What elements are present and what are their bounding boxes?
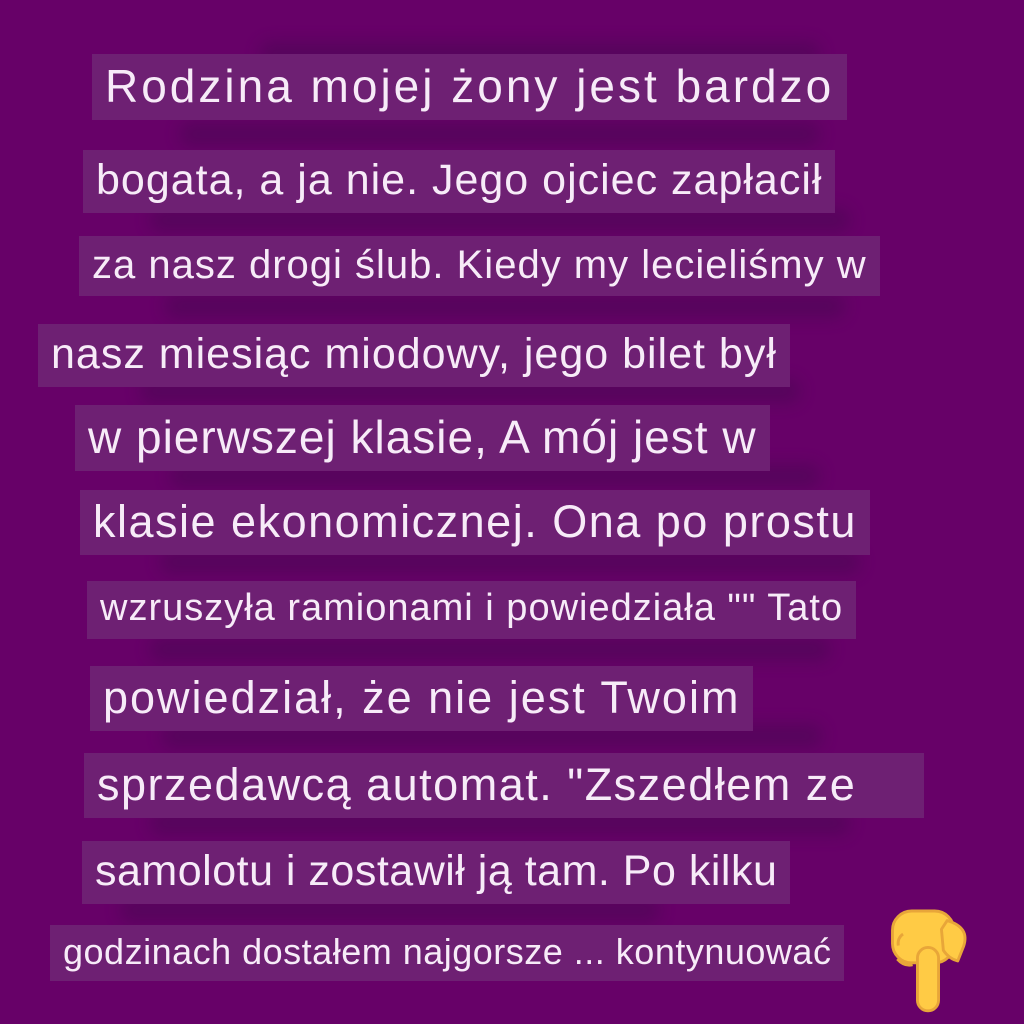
story-line-10: samolotu i zostawił ją tam. Po kilku — [82, 841, 790, 904]
blur-artifact — [165, 294, 845, 318]
pointing-down-icon — [880, 900, 976, 1018]
story-line-8: powiedział, że nie jest Twoim — [90, 666, 753, 731]
story-line-1: Rodzina mojej żony jest bardzo — [92, 54, 847, 120]
blur-artifact — [150, 637, 830, 661]
story-line-6: klasie ekonomicznej. Ona po prostu — [80, 490, 870, 555]
story-line-3: za nasz drogi ślub. Kiedy my lecieliśmy w — [79, 236, 880, 296]
story-line-9: sprzedawcą automat. "Zszedłem ze — [84, 753, 924, 818]
blur-artifact — [180, 122, 820, 146]
story-line-5: w pierwszej klasie, A mój jest w — [75, 405, 770, 471]
story-line-11: godzinach dostałem najgorsze ... kontynuować — [50, 925, 844, 981]
story-line-7: wzruszyła ramionami i powiedziała "" Tato — [87, 581, 856, 639]
story-line-4: nasz miesiąc miodowy, jego bilet był — [38, 324, 790, 387]
story-line-2: bogata, a ja nie. Jego ojciec zapłacił — [83, 150, 835, 213]
